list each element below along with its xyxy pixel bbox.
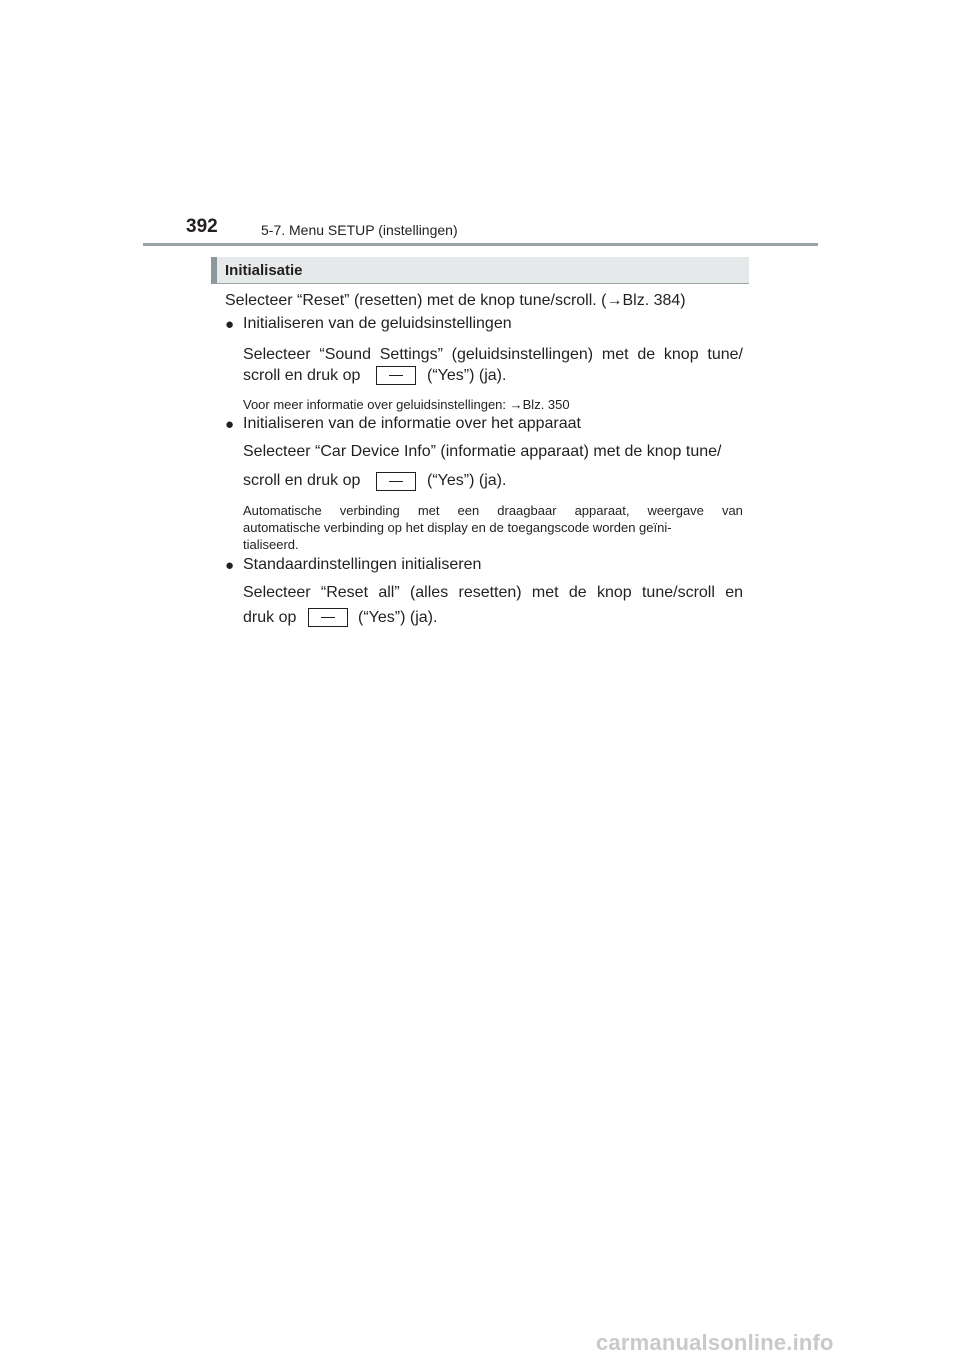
bullet-icon: ●	[225, 416, 235, 433]
header-rule	[143, 243, 818, 246]
intro-text: Selecteer “Reset” (resetten) met de knop tune/scroll. (→Blz. 384)	[225, 292, 686, 309]
item-note: Voor meer informatie over geluidsinstellingen: →Blz. 350	[243, 397, 570, 412]
watermark: carmanualsonline.info	[596, 1330, 834, 1355]
item-note: automatische verbinding op het display en de toegangscode worden geïni-	[243, 520, 672, 535]
bullet-icon: ●	[225, 557, 235, 574]
item-line-after-key: (“Yes”) (ja).	[427, 367, 507, 384]
item-line: Selecteer “Car Device Info” (informatie apparaat) met de knop tune/	[243, 443, 722, 460]
item-line-after-key: (“Yes”) (ja).	[358, 609, 438, 626]
item-line: Selecteer “Reset all” (alles resetten) met de knop tune/scroll en	[243, 584, 743, 601]
minus-key-icon	[376, 472, 416, 491]
section-header	[211, 257, 749, 284]
page-number: 392	[186, 216, 218, 237]
item-line-before-key: scroll en druk op	[243, 367, 361, 384]
item-title: Standaardinstellingen initialiseren	[243, 556, 482, 573]
item-line-before-key: scroll en druk op	[243, 472, 361, 489]
item-line: Selecteer “Sound Settings” (geluidsinstellingen) met de knop tune/	[243, 346, 743, 363]
minus-key-icon	[376, 366, 416, 385]
item-title: Initialiseren van de informatie over het apparaat	[243, 415, 581, 432]
item-line-before-key: druk op	[243, 609, 297, 626]
item-note: Automatische verbinding met een draagbaar apparaat, weergave van	[243, 503, 743, 518]
item-title: Initialiseren van de geluidsinstellingen	[243, 315, 512, 332]
chapter-title: 5-7. Menu SETUP (instellingen)	[261, 222, 458, 238]
item-note: tialiseerd.	[243, 537, 299, 552]
bullet-icon: ●	[225, 316, 235, 333]
section-title: Initialisatie	[225, 262, 303, 279]
minus-key-icon	[308, 608, 348, 627]
item-line-after-key: (“Yes”) (ja).	[427, 472, 507, 489]
